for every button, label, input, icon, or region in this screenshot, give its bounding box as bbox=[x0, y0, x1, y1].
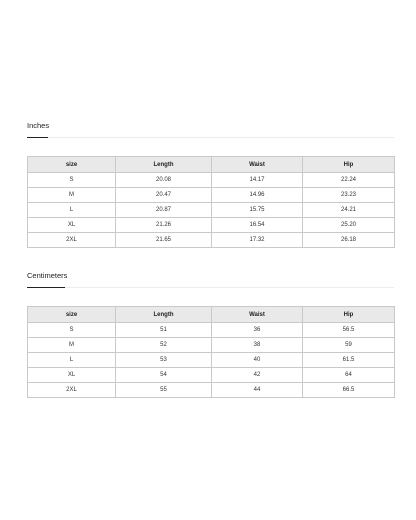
centimeters-tab-bar bbox=[27, 270, 394, 288]
table-row bbox=[28, 323, 395, 338]
table-row bbox=[28, 368, 395, 383]
header-length: Length bbox=[116, 307, 212, 323]
table-row bbox=[28, 338, 395, 353]
cell-length: 20.87 bbox=[116, 203, 212, 218]
cell-waist: 15.75 bbox=[212, 203, 303, 218]
cell-length: 20.08 bbox=[116, 173, 212, 188]
centimeters-section bbox=[27, 270, 394, 393]
cell-length: 21.26 bbox=[116, 218, 212, 233]
cell-size: XL bbox=[28, 368, 116, 383]
table-header-row bbox=[28, 307, 395, 323]
inches-size-table bbox=[27, 156, 395, 248]
cell-hip: 66.5 bbox=[303, 383, 395, 398]
cell-hip: 64 bbox=[303, 368, 395, 383]
cell-waist: 36 bbox=[212, 323, 303, 338]
header-waist: Waist bbox=[212, 157, 303, 173]
header-size: size bbox=[28, 157, 116, 173]
cell-hip: 24.21 bbox=[303, 203, 395, 218]
table-row bbox=[28, 203, 395, 218]
cell-size: 2XL bbox=[28, 233, 116, 248]
header-length: Length bbox=[116, 157, 212, 173]
table-row bbox=[28, 173, 395, 188]
cell-hip: 25.20 bbox=[303, 218, 395, 233]
cell-size: XL bbox=[28, 218, 116, 233]
cell-length: 20.47 bbox=[116, 188, 212, 203]
cell-waist: 14.17 bbox=[212, 173, 303, 188]
cell-size: M bbox=[28, 338, 116, 353]
cell-hip: 59 bbox=[303, 338, 395, 353]
cell-waist: 42 bbox=[212, 368, 303, 383]
cell-size: S bbox=[28, 173, 116, 188]
cell-length: 54 bbox=[116, 368, 212, 383]
header-hip: Hip bbox=[303, 307, 395, 323]
cell-length: 21.65 bbox=[116, 233, 212, 248]
cell-length: 52 bbox=[116, 338, 212, 353]
cell-hip: 23.23 bbox=[303, 188, 395, 203]
cell-waist: 14.96 bbox=[212, 188, 303, 203]
cell-waist: 44 bbox=[212, 383, 303, 398]
table-row bbox=[28, 353, 395, 368]
header-size: size bbox=[28, 307, 116, 323]
table-header-row bbox=[28, 157, 395, 173]
table-row bbox=[28, 383, 395, 398]
tab-inches[interactable]: Inches bbox=[27, 121, 48, 138]
cell-waist: 16.54 bbox=[212, 218, 303, 233]
table-row bbox=[28, 233, 395, 248]
cell-size: 2XL bbox=[28, 383, 116, 398]
cell-length: 53 bbox=[116, 353, 212, 368]
cell-length: 51 bbox=[116, 323, 212, 338]
table-row bbox=[28, 218, 395, 233]
cell-size: L bbox=[28, 203, 116, 218]
cell-waist: 38 bbox=[212, 338, 303, 353]
cell-size: M bbox=[28, 188, 116, 203]
cell-size: L bbox=[28, 353, 116, 368]
inches-tab-bar bbox=[27, 120, 394, 138]
header-hip: Hip bbox=[303, 157, 395, 173]
header-waist: Waist bbox=[212, 307, 303, 323]
table-row bbox=[28, 188, 395, 203]
cell-hip: 22.24 bbox=[303, 173, 395, 188]
cell-waist: 17.32 bbox=[212, 233, 303, 248]
centimeters-size-table bbox=[27, 306, 395, 398]
cell-waist: 40 bbox=[212, 353, 303, 368]
cell-hip: 61.5 bbox=[303, 353, 395, 368]
tab-centimeters[interactable]: Centimeters bbox=[27, 271, 65, 288]
cell-size: S bbox=[28, 323, 116, 338]
cell-length: 55 bbox=[116, 383, 212, 398]
inches-section bbox=[27, 120, 394, 243]
cell-hip: 26.18 bbox=[303, 233, 395, 248]
cell-hip: 56.5 bbox=[303, 323, 395, 338]
